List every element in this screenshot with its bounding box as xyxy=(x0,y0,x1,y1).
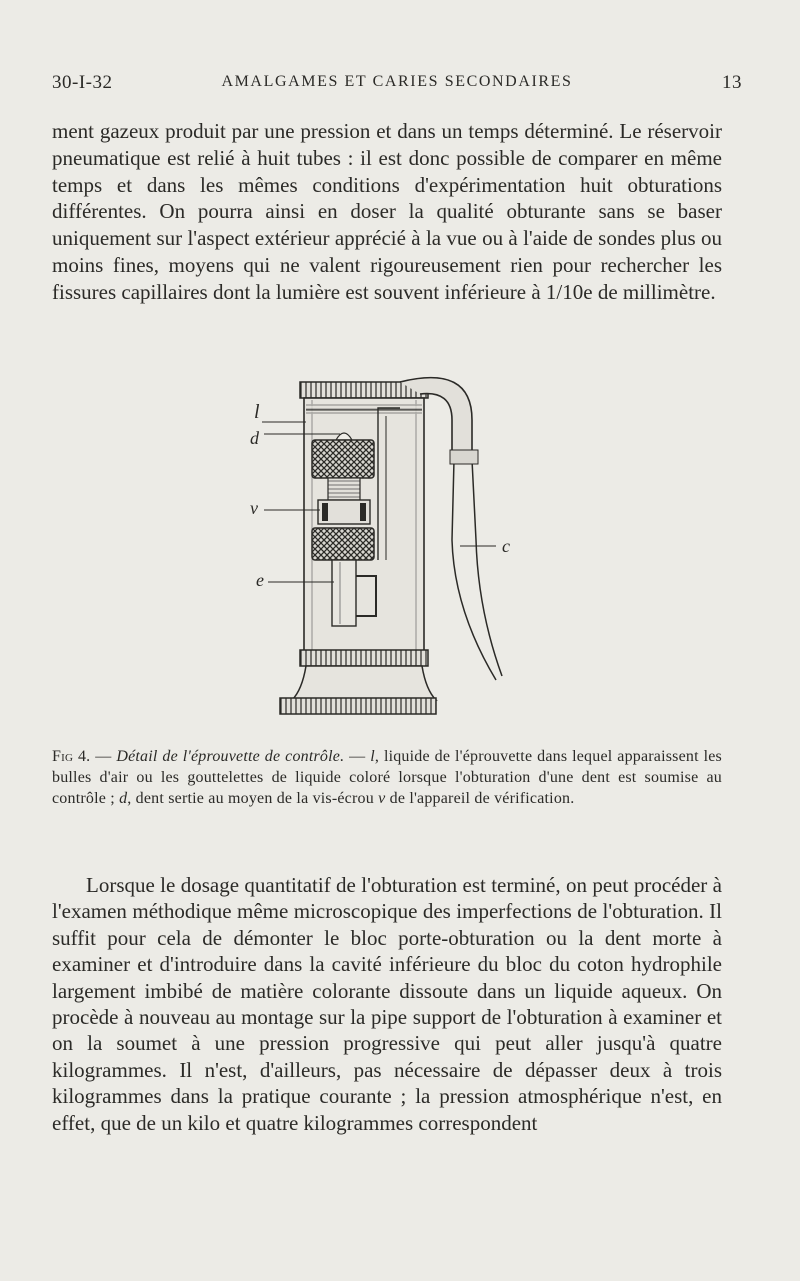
tube-bottom-collar xyxy=(300,650,428,666)
glass-tube xyxy=(304,398,424,652)
caption-dash: — xyxy=(90,748,117,765)
paragraph-2: Lorsque le dosage quantitatif de l'obturation est terminé, on peut procéder à l'examen méthodique même microscopique des imperfections de l'obturation. Il suffit pour cela de démonter le bloc porte-obturation ou la dent morte à examiner et d'introduire dans la cavité inférieure du bloc du coton hydrophile largement imbibé de matière colorante dissoute dans un liquide aqueux. On procède à nouveau au montage sur la pipe support de l'obturation à examiner et on la soumet à une pression progressive qui peut aller jusqu'à quatre kilogrammes. Il n'est, d'ailleurs, pas nécessaire de dépasser deux à trois kilogrammes dans la pratique courante ; la pression atmosphérique n'est, en effet, que de un kilo et quatre kilogrammes correspondent xyxy=(52,873,722,1135)
caption-var-v: v xyxy=(378,790,386,807)
page-number: 13 xyxy=(722,72,742,93)
caption-text: , dent sertie au moyen de la vis-écrou xyxy=(127,790,379,807)
figure-test-tube-illustration xyxy=(240,360,540,720)
upper-knurled-nut xyxy=(312,440,374,478)
paragraph-1: ment gazeux produit par une pression et dans un temps déterminé. Le réservoir pneumatique est relié à huit tubes : il est donc possible de comparer en même temps et dans les mêmes conditions d'expérimentation huit obturations différentes. On pourra ainsi en doser la qualité obturante sans se baser uniquement sur l'aspect extérieur apprécié à la vue ou à l'aide de sondes plus ou moins fines, moyens qui ne valent rigoureusement rien pour rechercher les fissures capillaires dont la lumière est souvent inférieure à 1/10e de millimètre. xyxy=(52,119,722,304)
support-pipe xyxy=(332,560,356,626)
caption-text: de l'appareil de vérification. xyxy=(385,790,575,807)
caption-var-d: d xyxy=(119,790,128,807)
running-header xyxy=(52,72,742,98)
figure-label-e: e xyxy=(256,570,264,590)
figure-label-c: c xyxy=(502,536,510,556)
figure-label-l: l xyxy=(254,401,260,423)
lower-knurled-nut xyxy=(312,528,374,560)
figure-label-v: v xyxy=(250,498,258,518)
tube-base xyxy=(292,666,436,700)
caption-text: , liquide de l'éprouvette dans lequel apparaissent les bulles d'air ou les gouttelettes de liquide coloré lorsque l'obturation d'une dent est soumise au contrôle ; xyxy=(52,748,722,807)
figure-label-d: d xyxy=(250,428,259,448)
caption-fig-label: Fig 4. xyxy=(52,748,91,765)
header-date: 30-I-32 xyxy=(52,72,113,93)
figure-caption xyxy=(52,746,722,809)
caption-var-l: l xyxy=(370,748,375,765)
caption-title: Détail de l'éprouvette de contrôle. xyxy=(116,748,345,765)
caption-dash: — xyxy=(344,748,371,765)
header-title: AMALGAMES ET CARIES SECONDAIRES xyxy=(221,73,573,90)
